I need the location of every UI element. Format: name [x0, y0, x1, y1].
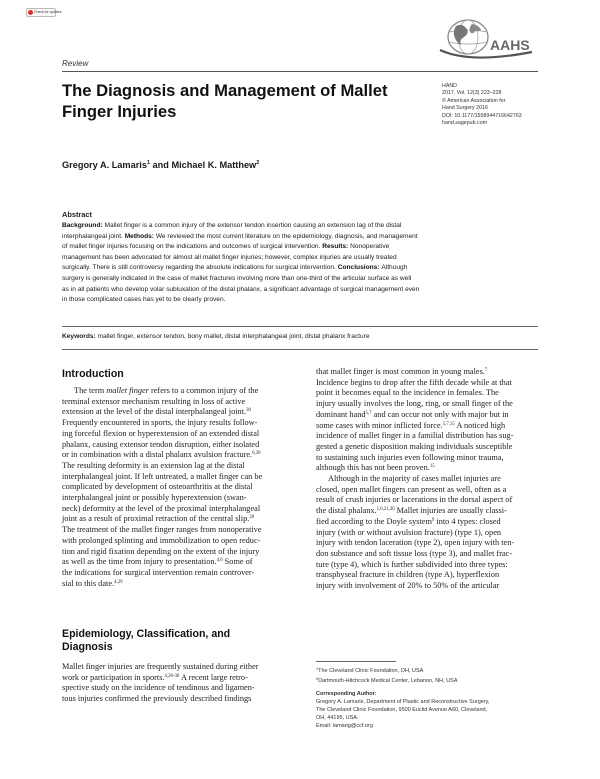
body-text: that mallet finger is most common in young males. [316, 367, 485, 376]
body-text: neck) deformity at the level of the proximal interphalangeal [62, 503, 261, 513]
body-text: interphalangeal joint. If left untreated, a mallet finger can be [62, 471, 263, 481]
article-title [62, 80, 422, 122]
body-text: fied according to the Doyle system [316, 516, 432, 526]
body-line [62, 694, 259, 705]
abstract-text: of mallet finger injuries focusing on the indications and outcomes of surgical intervention. [62, 243, 323, 251]
body-line [62, 440, 300, 451]
body-text: as well as the time from injury to presentation. [62, 557, 217, 567]
abstract-line [62, 221, 538, 232]
abstract-line [62, 285, 538, 296]
body-text: incidence of mallet finger in a familial distribution has sug- [316, 431, 514, 441]
body-text: injury (with or without avulsion fracture) (type 1), open [316, 527, 502, 537]
body-text: to sustaining such injuries even following minor trauma, [316, 452, 504, 462]
body-text: phalanx, causing extensor tendon disruption, either isolated [62, 439, 260, 449]
abstract-section-label: Conclusions: [337, 264, 382, 272]
citation-superscript[interactable]: 1,6,21,30 [376, 507, 395, 513]
body-text: interphalangeal joint or possibly hyperextension (swan- [62, 493, 247, 503]
corresponding-author-line: Gregory A. Lamaris, Department of Plastic and Reconstructive Surgery, [316, 699, 490, 705]
body-text: A noticed high [454, 420, 506, 430]
title-line: The Diagnosis and Management of Mallet [62, 81, 388, 100]
citation-superscript[interactable]: 6,30 [252, 451, 261, 457]
body-line [62, 514, 300, 525]
body-text: joint as a result of proximal retraction of the central slip. [62, 514, 250, 524]
body-text: the distal phalanx. [316, 506, 377, 516]
abstract-text: interphalangeal joint. [62, 232, 125, 240]
heading-line: Introduction [62, 368, 124, 380]
meta-doi[interactable]: DOI: 10.1177/1558944716642763 [442, 112, 522, 119]
abstract-line [62, 232, 538, 243]
body-text: ing forceful flexion or hyperextension of an extended distal [62, 428, 260, 438]
body-text: Frequently encountered in sports, the injury results follow- [62, 418, 258, 428]
keywords-rule [62, 349, 538, 350]
body-line [62, 525, 300, 536]
citation-superscript[interactable]: 7 [484, 368, 488, 373]
body-text: The resulting deformity is an extension lag at the distal [62, 460, 245, 470]
body-line [62, 482, 300, 493]
body-line [316, 367, 538, 378]
body-text: Although in the majority of cases mallet injuries are [328, 474, 501, 484]
body-text: Mallet finger injuries are frequently sustained during either [62, 662, 259, 671]
abstract-text: surgically. There is still controversy regarding the absolute indications for surgical intervention. [62, 264, 338, 272]
right-column-body [316, 367, 538, 592]
body-line [62, 407, 300, 418]
body-line [62, 461, 300, 472]
body-line [316, 517, 538, 528]
affiliation-line [316, 665, 538, 675]
author-list [62, 160, 259, 170]
abstract-text: as in all patients who develop volar subluxation of the distal phalanx, a significant advantage of surgical management even [62, 285, 420, 293]
body-line [62, 568, 300, 579]
corresponding-author-label: Corresponding Author: [316, 691, 377, 697]
affiliation-marker: 1 [316, 667, 319, 671]
body-line [316, 485, 538, 496]
body-text: extension at the level of the distal interphalangeal joint. [62, 407, 247, 417]
body-line [62, 547, 300, 558]
affiliation-rule [316, 661, 396, 662]
body-line [316, 474, 538, 485]
abstract-text: management has been advocated for almost all mallet finger injuries; however, complex injuries are usually treated [62, 253, 397, 261]
body-line [316, 421, 538, 432]
keywords [62, 333, 370, 340]
citation-superscript[interactable]: 5,7 [365, 410, 372, 416]
body-text: injury with involvement of 20% to 50% of the articular [316, 581, 500, 591]
introduction-heading [62, 368, 124, 381]
body-line [62, 397, 300, 408]
body-text: sial to this date. [62, 578, 115, 588]
body-text: point it becomes equal to the incidence in females. The [316, 388, 499, 398]
abstract-heading: Abstract [62, 210, 92, 219]
heading-line: Epidemiology, Classification, and [62, 628, 231, 640]
introduction-body [62, 386, 300, 589]
body-text: don substance and soft tissue loss (type 3), and mallet frac- [316, 548, 513, 558]
body-line [316, 560, 538, 571]
body-line [316, 399, 538, 410]
heading-line: Diagnosis [62, 641, 113, 653]
affiliation-marker: 2 [316, 677, 319, 681]
body-text: ture (type 4), which is further subdivided into three types: [316, 559, 508, 569]
body-line [62, 429, 300, 440]
citation-superscript[interactable]: 5,7,15 [442, 421, 455, 427]
body-text: mallet finger [106, 386, 149, 395]
abstract-text: Nonoperative [350, 243, 390, 251]
body-text: injury usually involves the long, ring, or small finger of the [316, 399, 513, 409]
citation-superscript[interactable]: 4,6 [216, 558, 223, 564]
body-line [316, 495, 538, 506]
body-text: injury with tendon laceration (type 2), open injury with ten- [316, 538, 515, 548]
meta-website[interactable]: hand.sagepub.com [442, 120, 488, 127]
body-text: closed, open mallet fingers can present as well, often as a [316, 484, 507, 494]
aahs-logo [436, 16, 548, 74]
abstract-text: in those complicated cases has yet to be clearly proven. [62, 296, 226, 304]
body-line [62, 386, 300, 397]
citation-superscript[interactable]: 9 [431, 517, 435, 523]
title-line: Finger Injuries [62, 102, 177, 121]
body-text: work or participation in sports. [62, 672, 165, 682]
abstract-line [62, 263, 538, 274]
body-line [316, 442, 538, 453]
body-text: gested a genetic disposition making individuals susceptible [316, 441, 513, 451]
section-label: Review [62, 59, 89, 68]
abstract-section-label: Background: [62, 222, 105, 229]
corresponding-author-line: OH, 44195, USA. [316, 715, 359, 721]
body-line [62, 504, 300, 515]
body-line [62, 683, 259, 694]
corresponding-author-line: The Cleveland Clinic Foundation, 9500 Euclid Avenue A60, Cleveland, [316, 707, 488, 713]
body-text: complicated by development of osteoarthritis at the distal [62, 482, 253, 492]
body-text: The treatment of the mallet finger ranges from nonoperative [62, 525, 262, 535]
body-text: Mallet injuries are usually classi- [394, 506, 507, 516]
journal-meta [442, 83, 572, 127]
body-line [62, 557, 300, 568]
body-line [62, 662, 259, 673]
citation-superscript[interactable]: 15 [429, 464, 435, 470]
body-text: A recent large retro- [179, 672, 248, 682]
body-line [316, 570, 538, 581]
keywords-text: mallet finger, extensor tendon, bony mallet, distal interphalangeal joint, distal phalanx fracture [95, 333, 370, 340]
check-for-updates-label: Check for updates [34, 9, 62, 14]
body-line [62, 418, 300, 429]
body-line [62, 450, 300, 461]
header-rule [62, 71, 538, 72]
body-text: tion and rigid fixation depending on the extent of the injury [62, 546, 260, 556]
body-line [316, 388, 538, 399]
body-text: Some of [222, 557, 253, 567]
citation-superscript[interactable]: 4,26-30 [164, 673, 180, 679]
author-name[interactable]: Gregory A. Lamaris [62, 160, 147, 170]
affiliation-text: The Cleveland Clinic Foundation, OH, USA [318, 668, 424, 674]
body-line [62, 673, 259, 684]
affiliation-marker: 2 [256, 160, 260, 166]
author-name[interactable]: Michael K. Matthew [171, 160, 257, 170]
body-line [316, 453, 538, 464]
abstract-text: We reviewed the most current literature on the epidemiology, diagnosis, and management [155, 232, 418, 240]
body-text: some cases with minor inflicted force. [316, 420, 443, 430]
abstract-line [62, 274, 538, 285]
body-text: into 4 types: closed [434, 516, 501, 526]
abstract-text: surgery is generally indicated in the case of mallet fractures involving more than one-third of the articular surface as well [62, 274, 412, 282]
abstract-line [62, 242, 538, 253]
epidemiology-body [62, 662, 259, 705]
body-text: tous injuries confirmed the previously described findings [62, 694, 252, 704]
abstract-text: Mallet finger is a common injury of the extensor tendon insertion causing an extension lag of the distal [104, 222, 402, 229]
body-line [316, 431, 538, 442]
meta-copyright-2: Hand Surgery 2016 [442, 105, 488, 112]
body-text: The term [74, 386, 107, 395]
body-text: Incidence begins to drop after the fifth decade while at that [316, 377, 512, 387]
body-line [316, 506, 538, 517]
body-line [316, 378, 538, 389]
body-text: and can occur not only with major but in [371, 409, 509, 419]
body-line [316, 538, 538, 549]
body-text: spective study on the incidence of tendinous and ligamen- [62, 683, 255, 693]
body-line [316, 463, 538, 474]
citation-superscript[interactable]: 4,29 [114, 579, 123, 585]
body-text: result of crush injuries or lacerations in the dorsal aspect of [316, 495, 513, 505]
body-text: terminal extensor mechanism resulting in loss of active [62, 396, 246, 406]
body-text: the indications for surgical intervention remain controver- [62, 567, 255, 577]
body-line [62, 472, 300, 483]
abstract-section-label: Methods: [124, 232, 156, 240]
body-text: although this has not been proven. [316, 463, 430, 473]
body-text: refers to a common injury of the [148, 386, 259, 395]
body-text: dominant hand [316, 409, 366, 419]
abstract-line [62, 295, 538, 306]
affiliation-line [316, 675, 538, 685]
abstract-body [62, 221, 538, 306]
body-line [316, 528, 538, 539]
citation-superscript[interactable]: 20 [249, 515, 255, 521]
body-line [62, 579, 300, 590]
body-text: or in combination with a distal phalanx avulsion fracture. [62, 450, 253, 460]
body-text: transphyseal fracture in children (type A), hyperflexion [316, 570, 500, 580]
abstract-text: Although [381, 264, 408, 272]
body-line [316, 549, 538, 560]
abstract [62, 209, 538, 306]
body-line [316, 581, 538, 592]
corresponding-author-email[interactable]: Email: lamarig@ccf.org [316, 723, 373, 729]
body-line [316, 410, 538, 421]
abstract-rule [62, 326, 538, 327]
citation-superscript[interactable]: 30 [246, 408, 251, 414]
meta-journal: HAND [442, 83, 458, 89]
body-line [62, 536, 300, 547]
meta-volume: 2017, Vol. 12(3) 223–228 [442, 90, 502, 97]
abstract-line [62, 253, 538, 264]
svg-text:AAHS: AAHS [490, 37, 530, 53]
body-text: with prolonged splinting and immobilization to open reduc- [62, 535, 261, 545]
keywords-label: Keywords: [62, 333, 96, 340]
check-for-updates-badge[interactable] [26, 8, 62, 17]
body-line [62, 493, 300, 504]
meta-copyright: © American Association for [442, 97, 506, 104]
abstract-section-label: Results: [322, 243, 351, 251]
affiliation-marker: 1 [146, 160, 150, 166]
affiliations [316, 665, 538, 730]
crossmark-icon [28, 10, 33, 15]
author-conjunction: and [150, 160, 172, 170]
epidemiology-heading [62, 628, 230, 654]
affiliation-text: Dartmouth-Hitchcock Medical Center, Lebanon, NH, USA [318, 678, 458, 684]
